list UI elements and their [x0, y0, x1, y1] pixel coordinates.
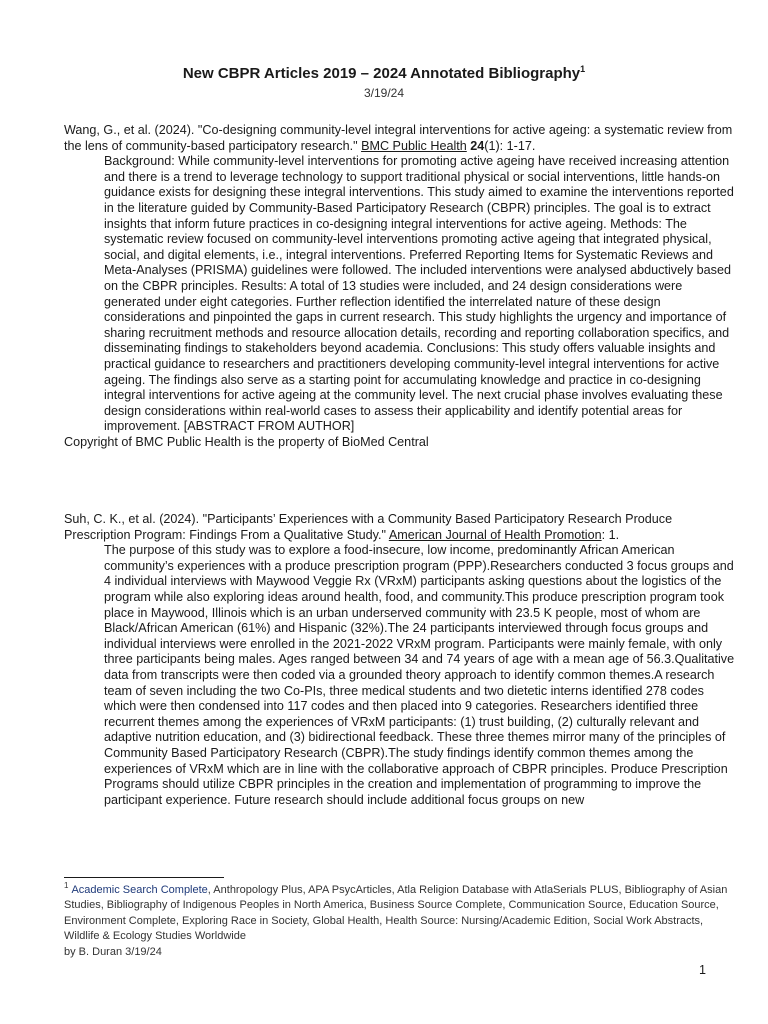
entry-2-citation-text: Suh, C. K., et al. (2024). "Participants’ Experiences with a Community Based Participatory Research Produce Prescription Program: Findings From a Qualitative Study.": [64, 512, 673, 542]
entry-1-pages: (1): 1-17.: [484, 138, 536, 153]
footnote-divider: [64, 877, 224, 878]
page-number: 1: [698, 963, 706, 977]
footnote-database-link[interactable]: Academic Search Complete: [71, 884, 208, 896]
document-date: 3/19/24: [363, 86, 405, 100]
entry-2-citation: [64, 512, 736, 543]
footnote-byline: by B. Duran 3/19/24: [64, 945, 162, 958]
entry-1-journal-link[interactable]: BMC Public Health: [361, 138, 467, 153]
bibliography-entry-2: [64, 512, 736, 808]
title-footnote-mark: 1: [580, 64, 586, 74]
document-title-text: New CBPR Articles 2019 – 2024 Annotated Bibliography: [182, 65, 581, 82]
footnote-database-list: , Anthropology Plus, APA PsycArticles, Atla Religion Database with AtlaSerials PLUS, Bibliography of Asian Studies, Bibliography of Indigenous Peoples in North America, Business Source Complete, Communication Source, Education Source, Environment Complete, Exploring Race in Society, Global Health, Health Source: Nursing/Academic Edition, Social Work Abstracts, Wildlife & Ecology Studies Worldwide: [64, 884, 728, 943]
document-title: [0, 64, 768, 84]
entry-1-abstract: Background: While community-level interventions for promoting active ageing have received increasing attention and there is a trend to leverage technology to support traditional physical or social interventions, little hands-on guidance exists for designing these integral interventions. This study aimed to examine the interventions reported in the literature guided by Community-Based Participatory Research (CBPR) principles. The goal is to extract insights that inform future practices in co-designing integral interventions for active ageing. Methods: The systematic review focused on community-level interventions promoting active ageing that integrated physical, social, and digital elements, i.e., integral interventions. Preferred Reporting Items for Systematic Reviews and Meta-Analyses (PRISMA) guidelines were followed. The included interventions were analysed abductively based on the CBPR principles. Results: A total of 13 studies were included, and 24 design considerations were generated under eight categories. Further reflection identified the interrelated nature of these design considerations and pinpointed the gaps in current research. This study highlights the urgency and importance of sharing recruitment methods and resource allocation details, recording and reporting collaboration specifics, and disseminating findings to stakeholders beyond academia. Conclusions: This study offers valuable insights and practical guidance to researchers and practitioners developing community-level integral interventions for active ageing. The findings also serve as a starting point for accumulating knowledge and practice in co-designing integral interventions for active ageing at the community level. The next crucial phase involves evaluating these design considerations within real-world cases to assess their applicability and identify potential areas for improvement. [ABSTRACT FROM AUTHOR]: [104, 154, 734, 434]
entry-2-abstract: The purpose of this study was to explore a food-insecure, low income, predominantly African American community’s experiences with a produce prescription program (PPP).Researchers conducted 3 focus groups and 4 individual interviews with Maywood Veggie Rx (VRxM) participants asking questions about the logistics of the program while also exploring ideas around health, food, and community.This produce prescription program took place in Maywood, Illinois which is an urban underserved community with 23.5 K people, most of whom are Black/African American (61%) and Hispanic (32%).The 24 participants interviewed through focus groups and individual interviews were enrolled in the 2021-2022 VRxM program. Participants were mainly female, with only three participants being males. Ages ranged between 34 and 74 years of age with a mean age of 56.3.Qualitative data from transcripts were then coded via a grounded theory approach to identify common themes.A research team of seven including the two Co-PIs, three medical students and two dietetic interns identified 278 codes which were then condensed into 117 codes and then placed into 9 categories. Researchers identified three recurrent themes among the experiences of VRxM participants: (1) trust building, (2) culturally relevant and adaptive nutrition education, and (3) bidirectional feedback. These three themes mirror many of the principles of Community Based Participatory Research (CBPR).The study findings identify common themes among the experiences of VRxM which are in line with the collaborative approach of CBPR principles. Produce Prescription Programs should utilize CBPR principles in the creation and implementation of programming to improve the participant experience. Future research should include additional focus groups on new: [104, 543, 735, 807]
entry-1-citation: [64, 123, 736, 154]
bibliography-entry-1: [64, 123, 736, 450]
entry-2-pages: : 1.: [601, 527, 620, 542]
entry-1-citation-text: Wang, G., et al. (2024). "Co-designing community-level integral interventions for active ageing: a systematic review from the lens of community-based participatory research.": [64, 123, 733, 153]
entry-1-volume: 24: [470, 138, 485, 153]
entry-2-journal-link[interactable]: American Journal of Health Promotion: [388, 527, 602, 542]
footnote-mark: 1: [64, 881, 69, 891]
entry-1-copyright: Copyright of BMC Public Health is the property of BioMed Central: [64, 434, 429, 449]
footnote: [64, 883, 736, 960]
